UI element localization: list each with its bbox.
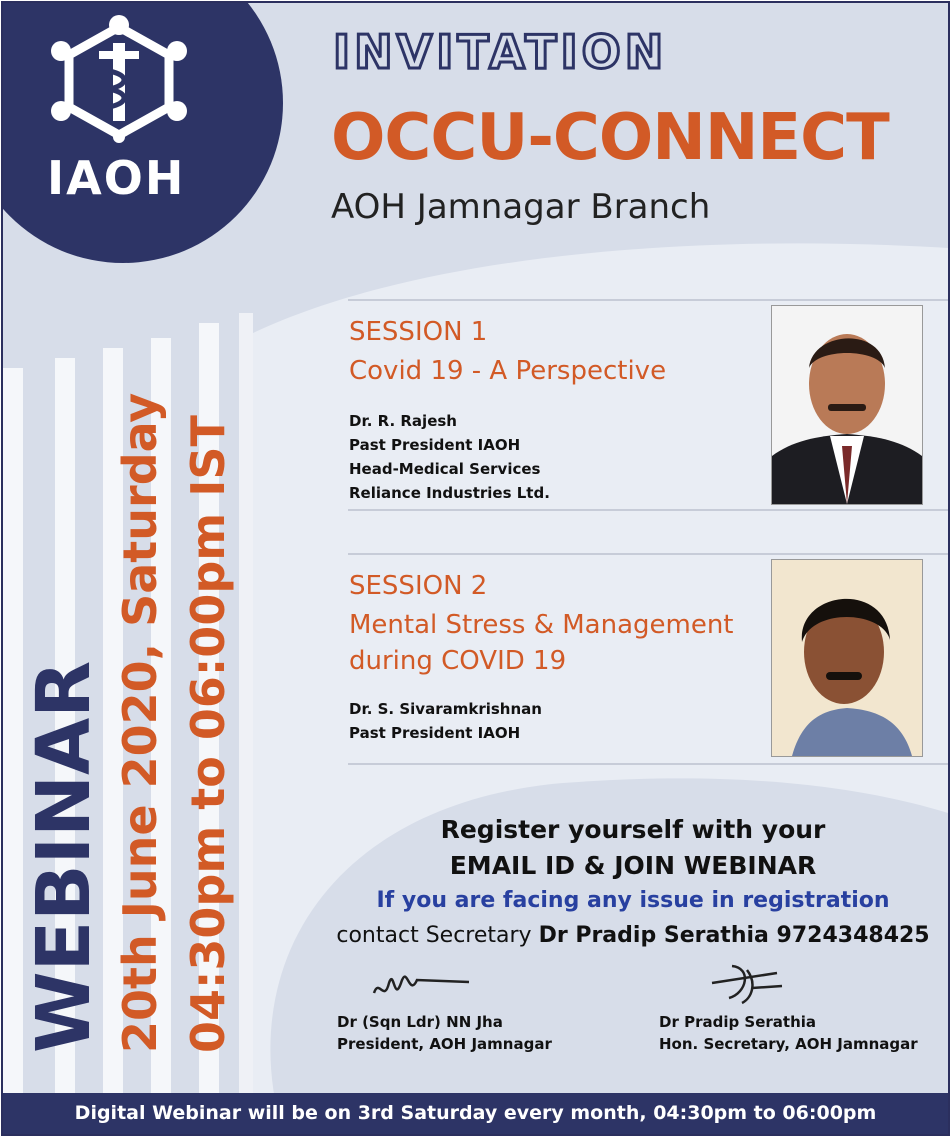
footer-banner: Digital Webinar will be on 3rd Saturday every month, 04:30pm to 06:00pm	[3, 1093, 948, 1134]
session-2-label: SESSION 2	[349, 571, 488, 601]
session-1-topic: Covid 19 - A Perspective	[349, 356, 667, 386]
webinar-poster	[3, 3, 948, 1134]
signatory-1-name: Dr (Sqn Ldr) NN Jha	[337, 1013, 503, 1031]
webinar-side-label: WEBINAR	[21, 660, 107, 1053]
branch-name: AOH Jamnagar Branch	[331, 187, 711, 227]
signatory-1-role: President, AOH Jamnagar	[337, 1035, 552, 1053]
contact-line	[333, 923, 933, 948]
signature-1	[369, 958, 479, 1008]
session-divider	[348, 763, 948, 765]
webinar-time: 04:30pm to 06:00pm IST	[181, 415, 235, 1053]
session-1-speaker-org: Reliance Industries Ltd.	[349, 484, 550, 502]
signature-2	[707, 958, 787, 1008]
register-line-2: EMAIL ID & JOIN WEBINAR	[449, 851, 817, 880]
signatory-2-name: Dr Pradip Serathia	[659, 1013, 817, 1031]
signatory-2-role: Hon. Secretary, AOH Jamnagar	[659, 1035, 918, 1053]
invitation-heading: INVITATION	[333, 25, 668, 79]
iaoh-emblem-icon	[39, 15, 199, 143]
contact-prefix: contact Secretary	[336, 923, 532, 948]
registration-issue-note: If you are facing any issue in registration	[376, 888, 890, 913]
session-2-topic-line-2: during COVID 19	[349, 646, 567, 676]
session-1-label: SESSION 1	[349, 317, 488, 347]
contact-name: Dr Pradip Serathia 9724348425	[538, 923, 930, 948]
speaker-1-photo	[771, 305, 923, 505]
session-divider	[348, 509, 948, 511]
session-1-speaker-role: Head-Medical Services	[349, 460, 541, 478]
speaker-2-photo	[771, 559, 923, 757]
webinar-date: 20th June 2020, Saturday	[113, 392, 167, 1053]
session-2-speaker-role: Past President IAOH	[349, 724, 521, 742]
session-1-speaker-role: Past President IAOH	[349, 436, 521, 454]
register-line-1: Register yourself with your	[440, 815, 826, 844]
session-2-speaker-name: Dr. S. Sivaramkrishnan	[349, 700, 542, 718]
event-title: OCCU-CONNECT	[331, 101, 889, 175]
session-divider	[348, 299, 948, 301]
session-divider	[348, 553, 948, 555]
session-1-speaker-name: Dr. R. Rajesh	[349, 412, 457, 430]
logo-text: IAOH	[47, 151, 186, 205]
session-2-topic-line-1: Mental Stress & Management	[349, 610, 734, 640]
